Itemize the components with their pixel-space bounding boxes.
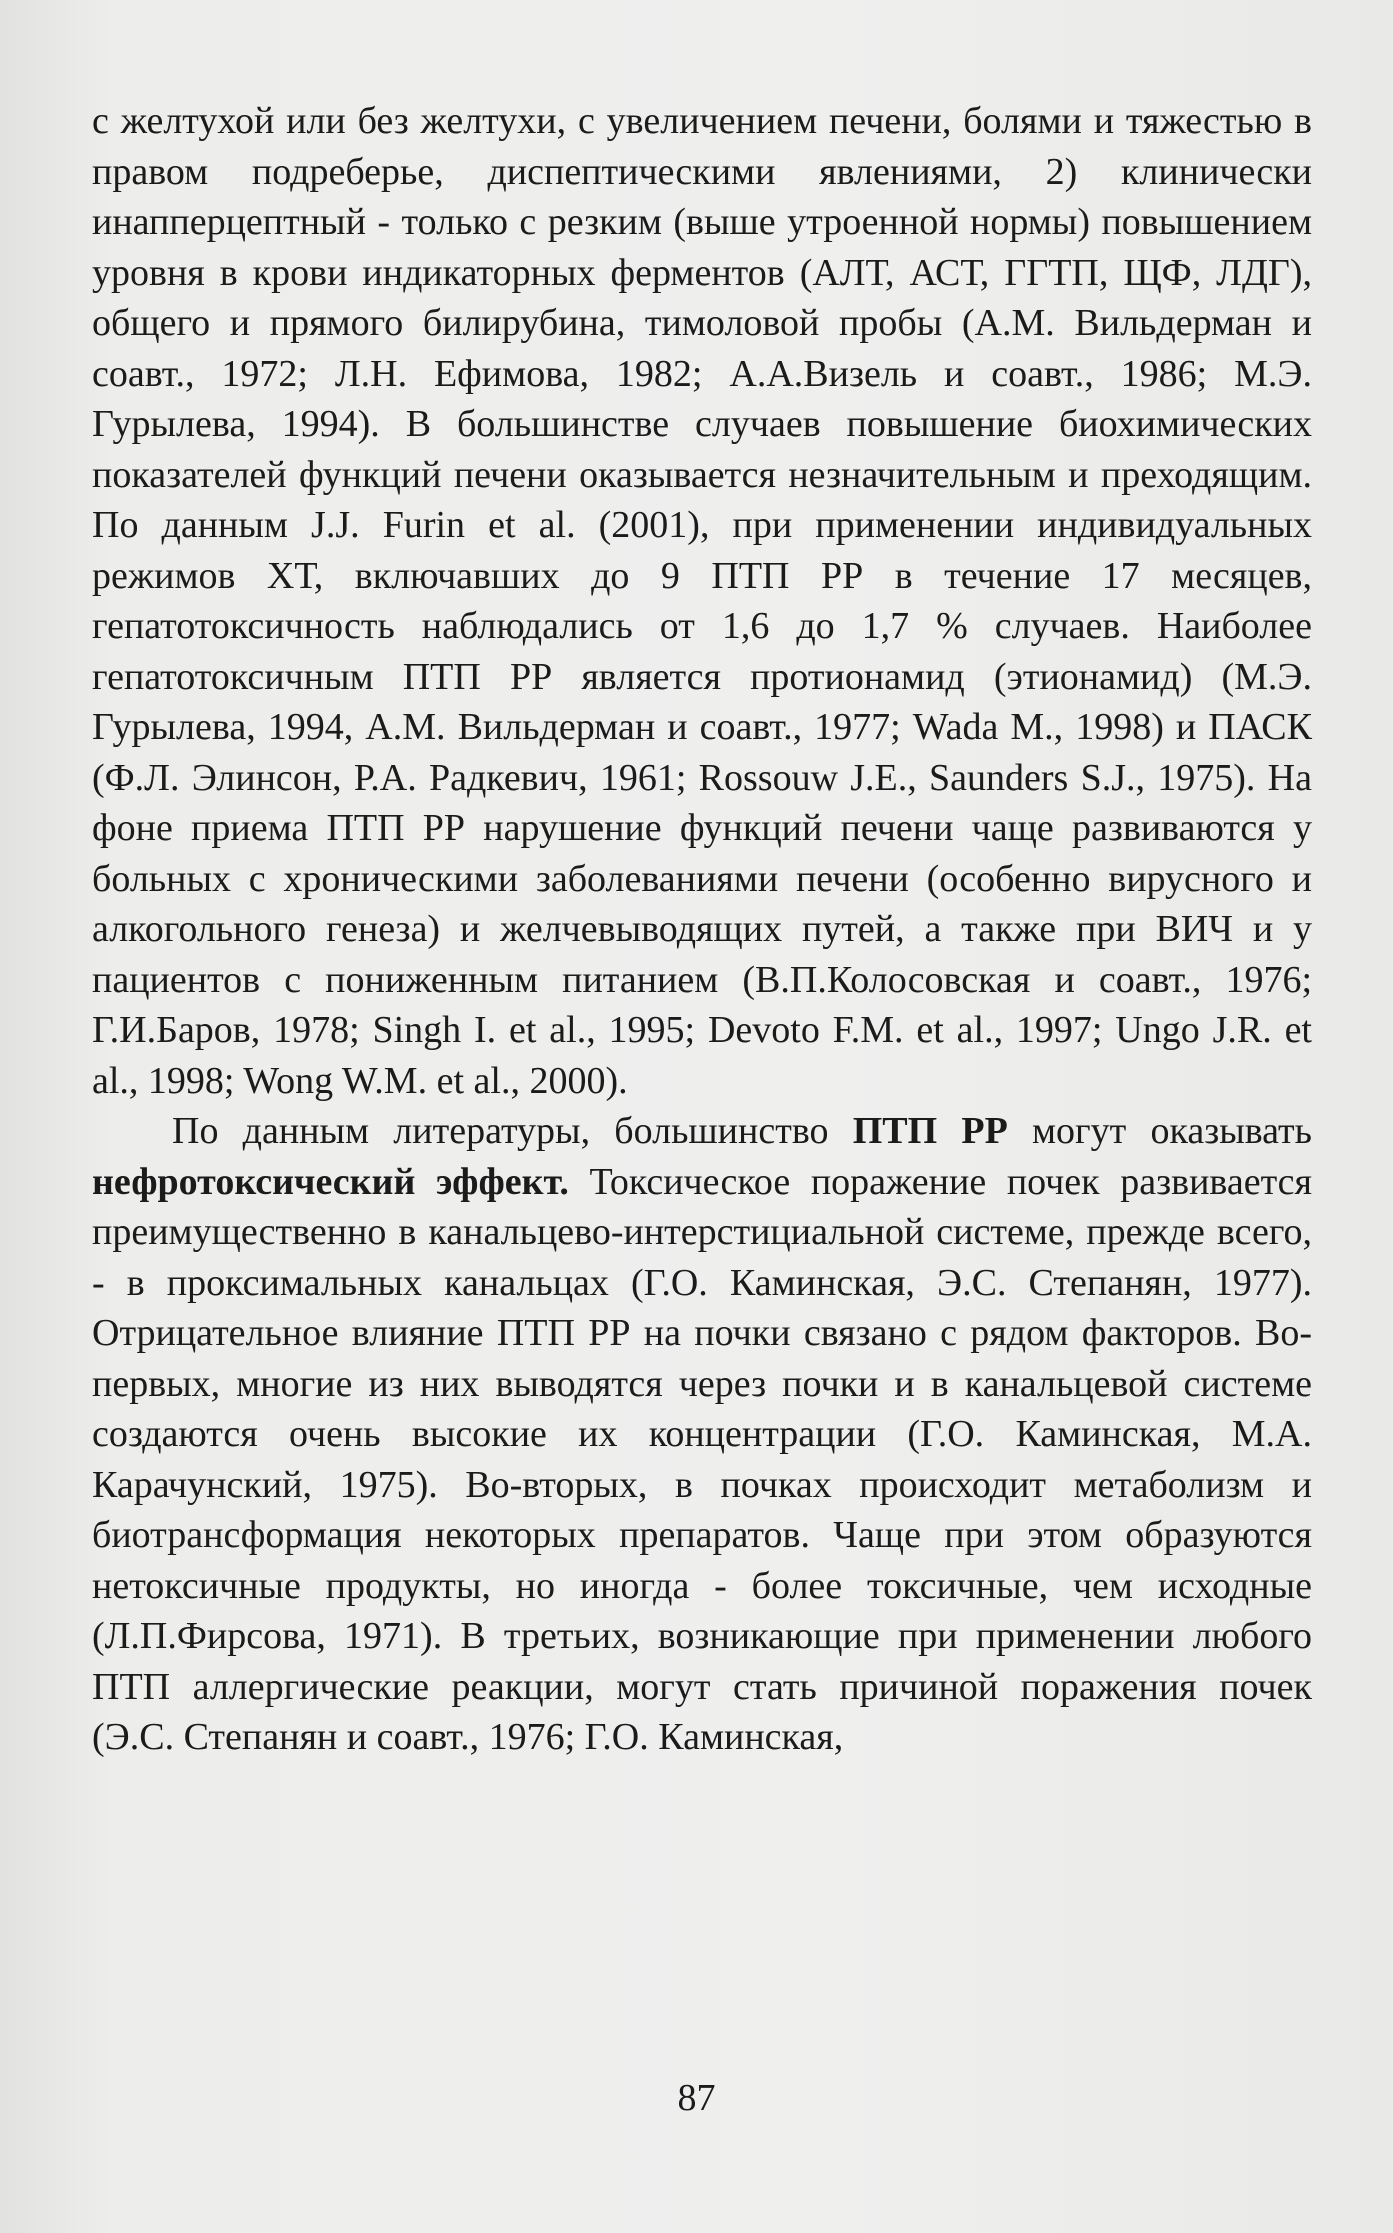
paragraph-nephrotoxicity	[92, 1106, 1312, 1763]
body-text	[92, 96, 1312, 1763]
paragraph-text-segment: могут оказывать	[1007, 1110, 1312, 1152]
paragraph-hepatotoxicity: с желтухой или без желтухи, с увеличением печени, болями и тяжестью в правом подреберье, диспептическими явлениями, 2) клинически инапперцептный - только с резким (выше утроенной нормы) повышением уровня в крови индикаторных ферментов (АЛТ, АСТ, ГГТП, ЩФ, ЛДГ), общего и прямого билирубина, тимоловой пробы (А.М. Вильдерман и соавт., 1972; Л.Н. Ефимова, 1982; А.А.Визель и соавт., 1986; М.Э. Гурылева, 1994). В большинстве случаев повышение биохимических показателей функций печени оказывается незначительным и преходящим. По данным J.J. Furin et al. (2001), при применении индивидуальных режимов ХТ, включавших до 9 ПТП РР в течение 17 месяцев, гепатотоксичность наблюдались от 1,6 до 1,7 % случаев. Наиболее гепатотоксичным ПТП РР является протионамид (этионамид) (М.Э. Гурылева, 1994, А.М. Вильдерман и соавт., 1977; Wada M., 1998) и ПАСК (Ф.Л. Элинсон, Р.А. Радкевич, 1961; Rossouw J.E., Saunders S.J., 1975). На фоне приема ПТП РР нарушение функций печени чаще развиваются у больных с хроническими заболеваниями печени (особенно вирусного и алкогольного генеза) и желчевыводящих путей, а также при ВИЧ и у пациентов с пониженным питанием (В.П.Колосовская и соавт., 1976; Г.И.Баров, 1978; Singh I. et al., 1995; Devoto F.M. et al., 1997; Ungo J.R. et al., 1998; Wong W.M. et al., 2000).	[92, 100, 1312, 1102]
paragraph-text-segment: По данным литературы, большинство	[172, 1110, 853, 1152]
bold-term-ptp-rr: ПТП РР	[852, 1110, 1008, 1152]
page-number: 87	[677, 2077, 716, 2119]
bold-term-nephrotoxic-effect: нефротоксический эффект.	[92, 1160, 569, 1203]
paragraph-text-segment: Токсическое поражение почек развивается преимущественно в канальцево-интерстициальной системе, прежде всего, - в проксимальных канальцах (Г.О. Каминская, Э.С. Степанян, 1977). Отрицательное влияние ПТП РР на почки связано с рядом факторов. Во-первых, многие из них выводятся через почки и в канальцевой системе создаются очень высокие их концентрации (Г.О. Каминская, М.А. Карачунский, 1975). Во-вторых, в почках происходит метаболизм и биотрансформация некоторых препаратов. Чаще при этом образуются нетоксичные продукты, но иногда - более токсичные, чем исходные (Л.П.Фирсова, 1971). В третьих, возникающие при применении любого ПТП аллергические реакции, могут стать причиной поражения почек (Э.С. Степанян и соавт., 1976; Г.О. Каминская,	[92, 1160, 1312, 1758]
